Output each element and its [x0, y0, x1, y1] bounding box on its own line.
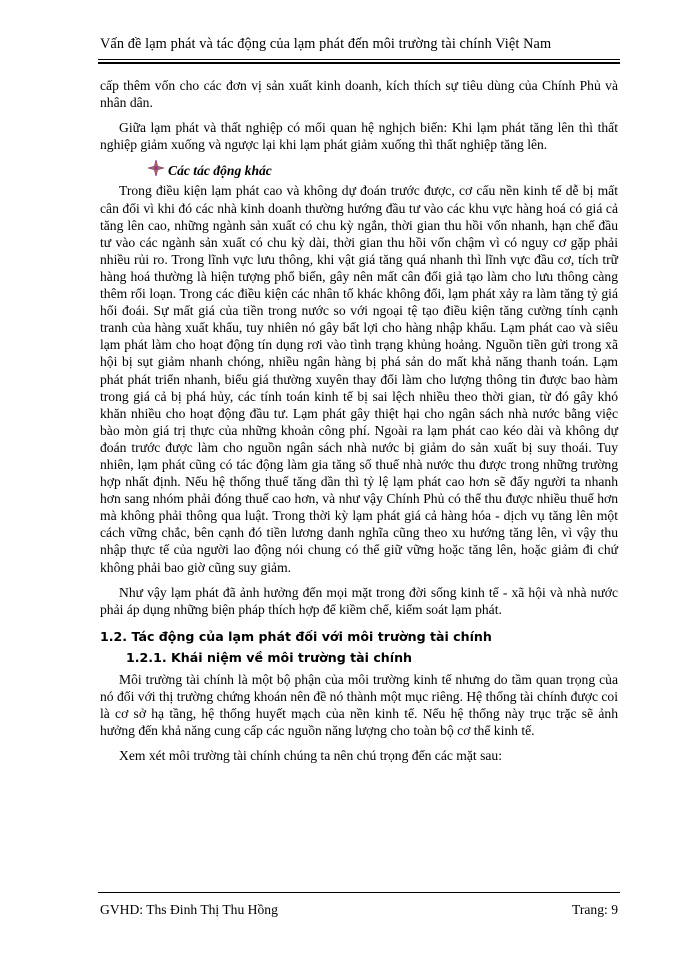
paragraph-aspects-intro: Xem xét môi trường tài chính chúng ta nên chú trọng đến các mặt sau:: [119, 748, 502, 764]
header-rule-thick: [98, 62, 620, 64]
subheading-text: Các tác động khác: [168, 162, 272, 178]
section-heading-1-2-1: 1.2.1. Khái niệm về môi trường tài chính: [126, 649, 413, 665]
paragraph-continuation: cấp thêm vốn cho các đơn vị sản xuất kinh doanh, kích thích sự tiêu dùng của Chính Phủ và nhân dân.: [100, 78, 618, 111]
paragraph-financial-environment: Môi trường tài chính là một bộ phận của môi trường kinh tế nhưng do tầm quan trọng của nó đối với thị trường chứng khoán nên đề nó thành một mục riêng. Hệ thống tài chính được coi là cơ sở hạ tầng, hệ thống huyết mạch của nền kinh tế. Nếu hệ thống này trục trặc sẽ ảnh hưởng đến khả năng cung cấp các nguồn năng lượng cho toàn bộ cơ thể kinh tế.: [100, 672, 618, 739]
section-heading-1-2: 1.2. Tác động của lạm phát đối với môi trường tài chính: [100, 628, 492, 644]
header-rule: [98, 59, 620, 60]
running-header: Vấn đề lạm phát và tác động của lạm phát đến môi trường tài chính Việt Nam: [100, 36, 552, 52]
footer-page-number: Trang: 9: [572, 902, 618, 917]
paragraph-other-effects: Trong điều kiện lạm phát cao và không dự đoán trước được, cơ cấu nền kinh tế dễ bị mất cân đối vì khi đó các nhà kinh doanh thường hướng đầu tư vào các khu vực hàng hoá có giá cả tăng lên cao, những ngành sản xuất có chu kỳ ngắn, thời gian thu hồi vốn nhanh, hạn chế đầu tư vào các ngành sản xuất có chu kỳ dài, thời gian thu hồi vốn chậm vì có nguy cơ gặp phải nhiều rủi ro. Trong lĩnh vực lưu thông, khi vật giá tăng quá nhanh thì lĩnh vực đầu cơ, tích trữ hàng hoá thường là hiện tượng phổ biến, gây nên mất cân đối giả tạo làm cho lưu thông càng thêm rối loạn. Trong các điều kiện các nhân tố khác không đổi, lạm phát xảy ra làm tăng tỷ giá hối đoái. Sự mất giá của tiền trong nước so với ngoại tệ tạo điều kiện tăng cường tính cạnh tranh của hàng xuất khẩu, tuy nhiên nó gây bất lợi cho hàng nhập khẩu. Lạm phát cao và siêu lạm phát làm cho hoạt động tín dụng rơi vào tình trạng khủng hoảng. Nguồn tiền gửi trong xã hội bị sụt giảm nhanh chóng, nhiều ngân hàng bị phá sản do mất khả năng thanh toán. Lạm phát phát triển nhanh, biểu giá thường xuyên thay đổi làm cho lượng thông tin được bao hàm trong giá cả bị phá hủy, các tính toán kinh tế bị sai lệch nhiều theo thời gian, từ đó gây khó khăn nhiều cho hoạt động đầu tư. Lạm phát gây thiệt hại cho ngân sách nhà nước bằng việc bào mòn giá trị thực của những khoản công phí. Ngoài ra lạm phát cao kéo dài và không dự đoán trước được làm cho nguồn ngân sách nhà nước bị giảm do sản xuất bị suy thoái. Tuy nhiên, lạm phát cũng có tác động làm gia tăng số thuế nhà nước thu được trong những trường hợp nhất định. Nếu hệ thống thuế tăng dần thì tỷ lệ lạm phát cao hơn sẽ đẩy người ta nhanh hơn sang nhóm phải đóng thuế cao hơn, và như vậy Chính Phủ có thể thu được nhiều thuế hơn mà không phải thông qua luật. Trong thời kỳ lạm phát giá cả hàng hóa - dịch vụ tăng lên một cách vững chắc, bên cạnh đó tiền lương danh nghĩa cũng theo xu hướng tăng lên, vì vậy thu nhập thực tế của người lao động nói chung có thể giữ vững hoặc tăng lên, hoặc giảm đi chứ không phải bao giờ cũng suy giảm.: [100, 183, 618, 575]
star-bullet-icon: [148, 160, 164, 180]
paragraph-conclusion: Như vậy lạm phát đã ảnh hưởng đến mọi mặt trong đời sống kinh tế - xã hội và nhà nước phải áp dụng những biện pháp thích hợp để kiềm chế, kiểm soát lạm phát.: [100, 584, 618, 617]
footer-rule: [98, 892, 620, 893]
subheading-other-effects: [148, 160, 618, 180]
footer-supervisor: GVHD: Ths Đinh Thị Thu Hồng: [100, 902, 278, 917]
page-content: [100, 77, 618, 764]
paragraph-inflation-unemployment: Giữa lạm phát và thất nghiệp có mối quan hệ nghịch biến: Khi lạm phát tăng lên thì thất nghiệp giảm xuống và ngược lại khi lạm phát giảm xuống thì thất nghiệp tăng lên.: [100, 120, 618, 153]
